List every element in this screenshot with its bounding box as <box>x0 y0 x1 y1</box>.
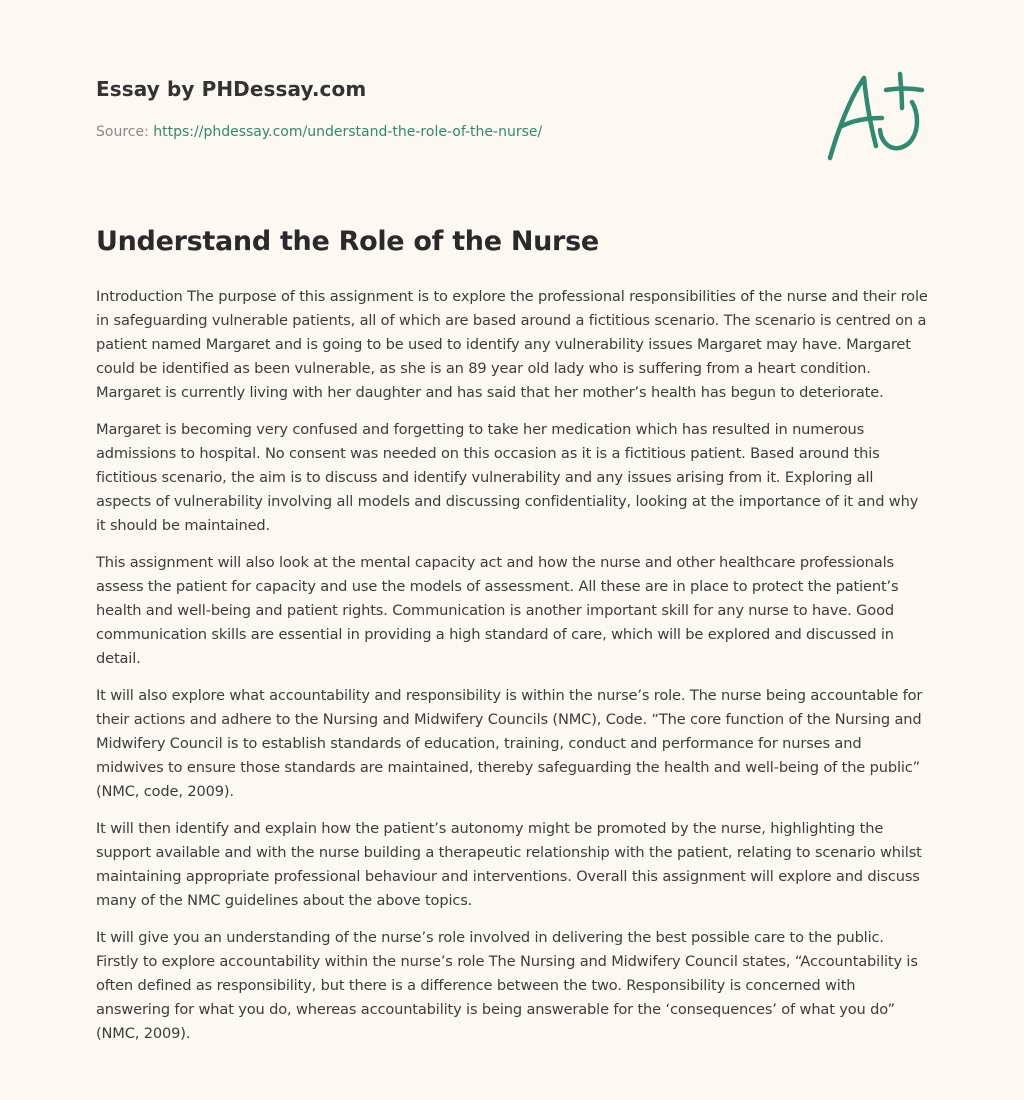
essay-paragraph: This assignment will also look at the mental capacity act and how the nurse and other healthcare professionals assess the patient for capacity and use the models of assessment. All these are in place to protect the patient’s health and well-being and patient rights. Communication is another important skill for any nurse to have. Good communication skills are essential in providing a high standard of care, which will be explored and discussed in detail. <box>96 554 899 667</box>
essay-paragraph: It will also explore what accountability and responsibility is within the nurse’s role. The nurse being accountable for their actions and adhere to the Nursing and Midwifery Councils (NMC), Code. “The core function of the Nursing and Midwifery Council is to establish standards of education, training, conduct and performance for nurses and midwives to ensure those standards are maintained, thereby safeguarding the health and well-being of the public” (NMC, code, 2009). <box>96 687 923 800</box>
source-link[interactable]: https://phdessay.com/understand-the-role-of-the-nurse/ <box>153 124 543 140</box>
essay-title: Understand the Role of the Nurse <box>96 226 599 257</box>
essay-body <box>96 285 930 1059</box>
essay-paragraph: It will give you an understanding of the nurse’s role involved in delivering the best possible care to the public. Firstly to explore accountability within the nurse’s role The Nursing and Midwifery Council states, “Accountability is often defined as responsibility, but there is a difference between the two. Responsibility is concerned with answering for what you do, whereas accountability is being answerable for the ‘consequences’ of what you do” (NMC, 2009). <box>96 929 918 1042</box>
essay-paragraph: It will then identify and explain how the patient’s autonomy might be promoted by the nurse, highlighting the support available and with the nurse building a therapeutic relationship with the patient, relating to scenario whilst maintaining appropriate professional behaviour and interventions. Overall this assignment will explore and discuss many of the NMC guidelines about the above topics. <box>96 820 922 909</box>
source-line <box>96 124 542 140</box>
essay-paragraph: Introduction The purpose of this assignment is to explore the professional responsibilities of the nurse and their role in safeguarding vulnerable patients, all of which are based around a fictitious scenario. The scenario is centred on a patient named Margaret and is going to be used to identify any vulnerability issues Margaret may have. Margaret could be identified as been vulnerable, as she is an 89 year old lady who is suffering from a heart condition. Margaret is currently living with her daughter and has said that her mother’s health has begun to deteriorate. <box>96 288 928 401</box>
source-label: Source: <box>96 124 154 140</box>
site-title: Essay by PHDessay.com <box>96 77 367 101</box>
a-plus-logo <box>820 68 930 166</box>
essay-paragraph: Margaret is becoming very confused and forgetting to take her medication which has resulted in numerous admissions to hospital. No consent was needed on this occasion as it is a fictitious patient. Based around this fictitious scenario, the aim is to discuss and identify vulnerability and any issues arising from it. Exploring all aspects of vulnerability involving all models and discussing confidentiality, looking at the importance of it and why it should be maintained. <box>96 421 919 534</box>
